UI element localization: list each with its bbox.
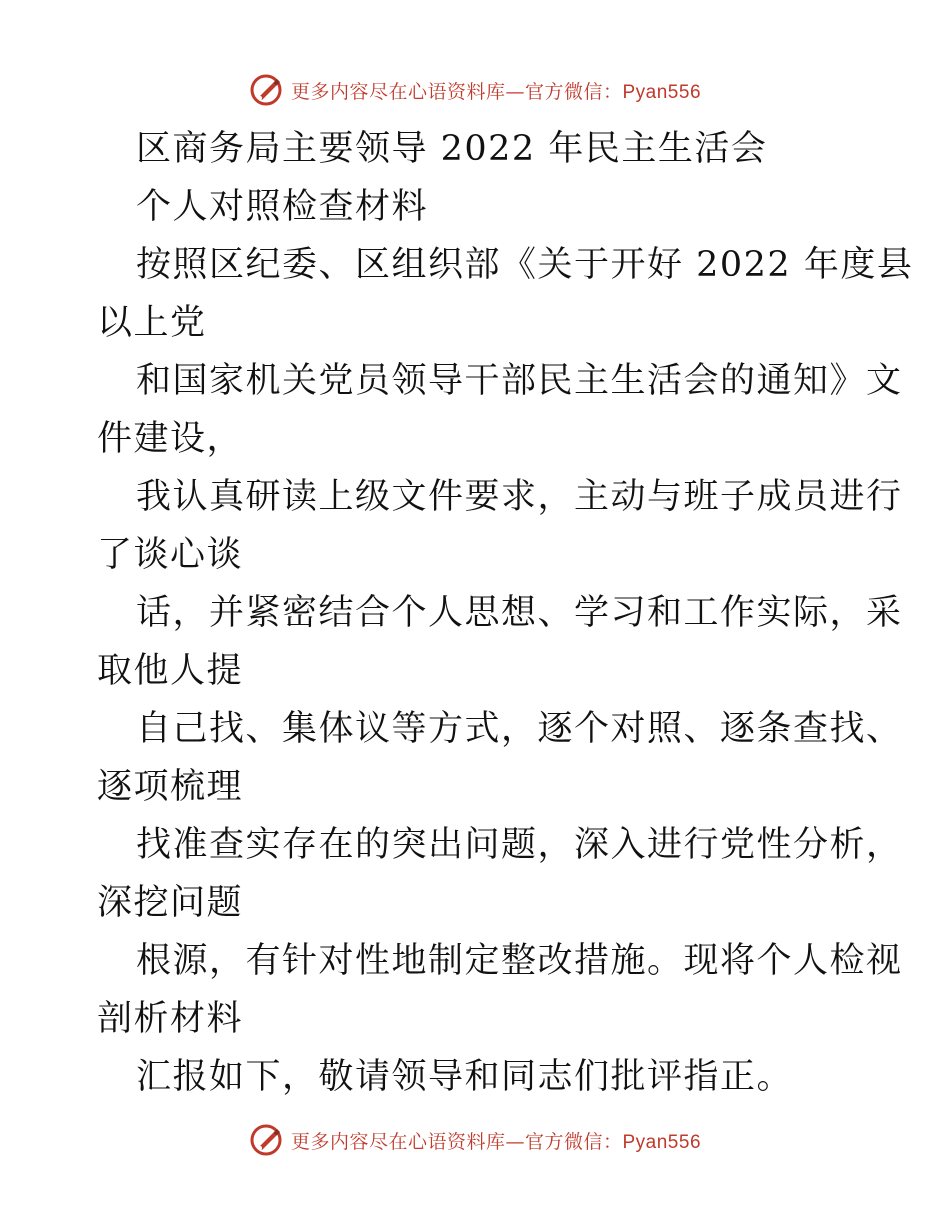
- text-line: 逐项梳理: [97, 767, 244, 807]
- watermark-wechat-id: Pyan556: [622, 81, 702, 103]
- text-line: 以上党: [97, 303, 207, 343]
- footer-watermark: [0, 1120, 950, 1160]
- watermark-dash: —: [505, 1130, 525, 1153]
- text-line: 按照区纪委、区组织部《关于开好 2022 年度县: [136, 245, 914, 285]
- text-line: 找准查实存在的突出问题，深入进行党性分析，: [136, 825, 903, 865]
- text-line: 区商务局主要领导 2022 年民主生活会: [136, 129, 768, 169]
- watermark-text: 更多内容尽在心语资料库: [290, 80, 506, 103]
- watermark-wechat-id: Pyan556: [622, 1131, 702, 1153]
- watermark-text: 更多内容尽在心语资料库: [290, 1130, 506, 1153]
- text-line: 件建设，: [97, 419, 244, 459]
- watermark-wechat-label: 官方微信：: [524, 1130, 623, 1153]
- watermark-dash: —: [505, 80, 525, 103]
- text-line: 自己找、集体议等方式，逐个对照、逐条查找、: [136, 709, 903, 749]
- text-line: 话，并紧密结合个人思想、学习和工作实际，采: [136, 593, 903, 633]
- text-line: 和国家机关党员领导干部民主生活会的通知》文: [136, 361, 903, 401]
- text-line: 了谈心谈: [97, 535, 244, 575]
- header-watermark: [0, 70, 950, 110]
- pen-seal-icon: [249, 73, 283, 107]
- pen-seal-icon: [249, 1123, 283, 1157]
- text-line: 个人对照检查材料: [136, 187, 429, 227]
- text-line: 根源，有针对性地制定整改措施。现将个人检视: [136, 941, 903, 981]
- text-line: 我认真研读上级文件要求，主动与班子成员进行: [136, 477, 903, 517]
- text-line: 剖析材料: [97, 999, 244, 1039]
- text-line: 取他人提: [97, 651, 244, 691]
- watermark-wechat-label: 官方微信：: [524, 80, 623, 103]
- text-line: 深挖问题: [97, 883, 244, 923]
- document-body: [97, 120, 914, 1106]
- text-line: 汇报如下，敬请领导和同志们批评指正。: [136, 1057, 794, 1097]
